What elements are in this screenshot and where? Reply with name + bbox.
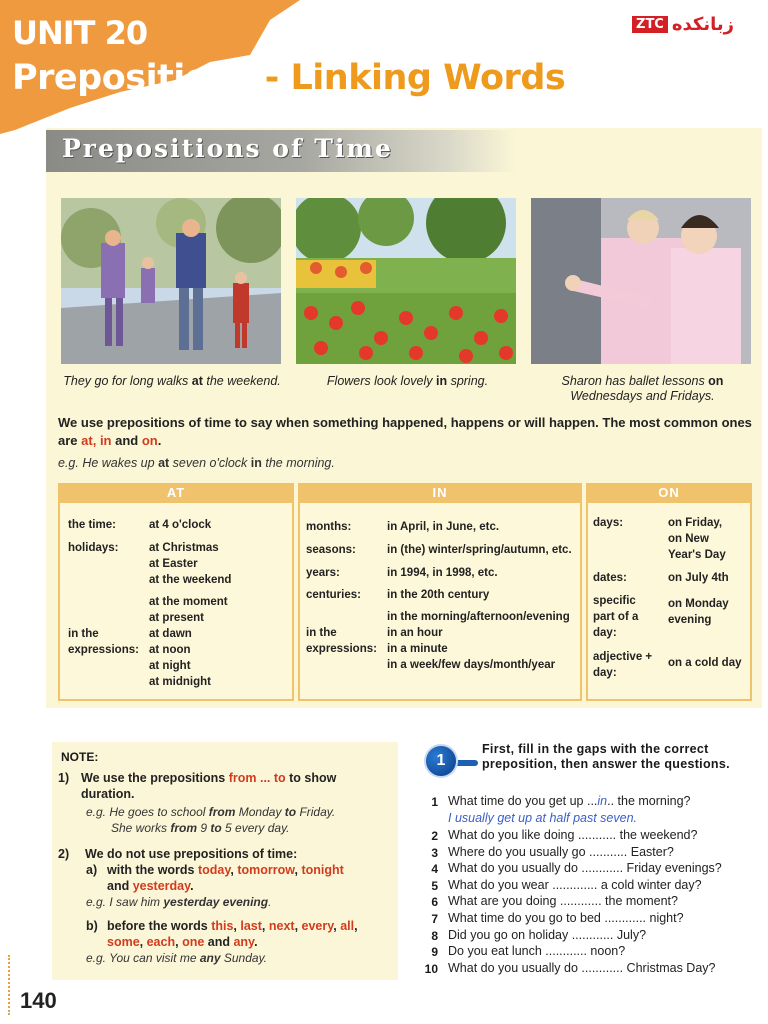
on-value: on a cold day bbox=[668, 657, 742, 669]
note-1-pre: We use the prepositions bbox=[81, 771, 229, 785]
in-label: centuries: bbox=[306, 589, 361, 601]
note-1-red: from ... to bbox=[228, 771, 286, 785]
n2a-pre: with the words bbox=[107, 863, 198, 877]
n1-ex1-post: Friday. bbox=[296, 805, 336, 819]
note-1-post: to show bbox=[285, 771, 337, 785]
table-header-in: IN bbox=[298, 483, 582, 503]
margin-dots bbox=[8, 955, 10, 1015]
intro-comma: , bbox=[92, 433, 100, 448]
n2b-some: some bbox=[107, 935, 140, 949]
note-2b-example bbox=[86, 950, 267, 967]
intro-example bbox=[58, 456, 335, 470]
n2b-all: all bbox=[340, 919, 355, 933]
note-2a-example bbox=[86, 894, 271, 911]
n2b-last: last bbox=[240, 919, 262, 933]
sample-answer: I usually get up at half past seven. bbox=[448, 811, 638, 825]
note-2a-text bbox=[107, 862, 392, 878]
photo-ballet bbox=[531, 198, 751, 364]
note-2a-letter: a) bbox=[86, 863, 98, 877]
n1-ex2-to: to bbox=[210, 821, 222, 835]
logo-latin: ZTC bbox=[632, 16, 668, 33]
at-value: at the moment bbox=[149, 596, 228, 608]
caption-walk-post: the weekend. bbox=[202, 374, 281, 388]
at-value: at 4 o'clock bbox=[149, 519, 212, 531]
in-label: expressions: bbox=[306, 643, 377, 655]
in-label: years: bbox=[306, 567, 340, 579]
n1-ex2-mid: 9 bbox=[197, 821, 211, 835]
at-value: at present bbox=[149, 612, 204, 624]
question-number: 4 bbox=[431, 862, 438, 876]
n2b-any: any bbox=[233, 935, 255, 949]
n2a-comma-1: , bbox=[230, 863, 238, 877]
n2a-ex-post: . bbox=[268, 895, 272, 909]
in-value: in a minute bbox=[387, 643, 448, 655]
question-text: Do you eat lunch ............ noon? bbox=[448, 944, 626, 958]
caption-walk-bold: at bbox=[191, 374, 203, 388]
n2a-ex-pre: e.g. I saw him bbox=[86, 895, 164, 909]
photo-tulips-image bbox=[296, 198, 516, 364]
on-label: adjective + bbox=[593, 651, 653, 663]
photo-family-walk bbox=[61, 198, 281, 364]
in-value: in April, in June, etc. bbox=[387, 521, 500, 533]
n2b-sep: , bbox=[139, 935, 147, 949]
n2b-pre: before the words bbox=[107, 919, 212, 933]
on-label: part of a bbox=[593, 611, 639, 623]
note-2-text: We do not use prepositions of time: bbox=[85, 847, 298, 861]
caption-walk bbox=[52, 374, 292, 389]
note-title: NOTE: bbox=[61, 750, 99, 764]
n2a-and: and bbox=[107, 879, 133, 893]
in-label: seasons: bbox=[306, 544, 356, 556]
n1-ex2-pre: She works bbox=[111, 821, 171, 835]
question-number: 3 bbox=[431, 846, 438, 860]
n2b-one: one bbox=[182, 935, 205, 949]
intro-main: We use prepositions of time to say when something happened, happens or will happen. The most common ones are bbox=[58, 415, 752, 448]
exercise-number-badge: 1 bbox=[424, 744, 458, 778]
example-post: the morning. bbox=[261, 456, 335, 470]
intro-on: on bbox=[141, 433, 158, 448]
n2b-end: . bbox=[254, 935, 258, 949]
n2b-each: each bbox=[146, 935, 176, 949]
page-number: 140 bbox=[20, 988, 57, 1013]
on-label: days: bbox=[593, 517, 624, 529]
in-label: in the bbox=[306, 627, 337, 639]
question-number: 10 bbox=[424, 962, 438, 976]
n2a-end: . bbox=[190, 879, 194, 893]
example-pre: e.g. He wakes up bbox=[58, 456, 159, 470]
n1-ex1-from: from bbox=[208, 805, 236, 819]
question-number: 8 bbox=[431, 929, 438, 943]
note-1-example-2 bbox=[111, 820, 290, 837]
at-label: in the bbox=[68, 628, 99, 640]
question-text: What are you doing ............ the moment? bbox=[448, 894, 678, 908]
at-value: at dawn bbox=[149, 628, 192, 640]
photo-family-walk-image bbox=[61, 198, 281, 364]
section-title: Prepositions of Time bbox=[62, 134, 393, 163]
at-label: the time: bbox=[68, 519, 116, 531]
question-text bbox=[448, 794, 691, 808]
table-body-at bbox=[58, 503, 294, 701]
note-1-number: 1) bbox=[58, 771, 70, 785]
n1-ex1-to: to bbox=[284, 805, 297, 819]
on-value: on July 4th bbox=[668, 572, 729, 584]
at-value: at midnight bbox=[149, 676, 211, 688]
note-2b-text bbox=[107, 918, 392, 950]
n2b-ex-pre: e.g. You can visit me bbox=[86, 951, 200, 965]
n2b-this: this bbox=[211, 919, 234, 933]
table-header-on: ON bbox=[586, 483, 752, 503]
at-label: expressions: bbox=[68, 644, 139, 656]
intro-end: . bbox=[157, 433, 162, 448]
n1-ex2-post: 5 every day. bbox=[221, 821, 290, 835]
example-bold-in: in bbox=[250, 456, 262, 470]
question-number: 2 bbox=[431, 829, 438, 843]
question-text: Did you go on holiday ............ July? bbox=[448, 928, 647, 942]
question-text: What time do you go to bed ............ night? bbox=[448, 911, 684, 925]
table-body-on bbox=[586, 503, 752, 701]
caption-tulips-post: spring. bbox=[447, 374, 489, 388]
in-value: in the 20th century bbox=[387, 589, 490, 601]
unit-label: UNIT 20 bbox=[12, 14, 148, 52]
n2b-ex-post: Sunday. bbox=[220, 951, 268, 965]
question-text: What do you wear ............. a cold winter day? bbox=[448, 878, 702, 892]
on-label: day: bbox=[593, 627, 617, 639]
note-1-text bbox=[81, 770, 391, 786]
caption-ballet-bold: on bbox=[708, 374, 724, 388]
table-body-in bbox=[298, 503, 582, 701]
note-2a-line2 bbox=[107, 878, 194, 894]
n1-ex1-pre: e.g. He goes to school bbox=[86, 805, 209, 819]
in-value: in a week/few days/month/year bbox=[387, 659, 556, 671]
note-1-line2: duration. bbox=[81, 787, 135, 801]
in-value: in the morning/afternoon/evening bbox=[387, 611, 570, 623]
q1-pre: What time do you get up ... bbox=[448, 794, 598, 808]
n2b-and: and bbox=[204, 935, 234, 949]
n1-ex1-mid: Monday bbox=[235, 805, 285, 819]
example-bold-at: at bbox=[158, 456, 170, 470]
unit-title-rest: - Linking Words bbox=[253, 58, 566, 98]
n2b-next: next bbox=[268, 919, 295, 933]
n2a-tonight: tonight bbox=[301, 863, 344, 877]
on-value: on Friday, bbox=[668, 517, 723, 529]
at-value: at night bbox=[149, 660, 191, 672]
question-text: What do you usually do ............ Friday evenings? bbox=[448, 861, 722, 875]
note-2-number: 2) bbox=[58, 847, 70, 861]
n2a-yesterday: yesterday bbox=[132, 879, 191, 893]
intro-at: at bbox=[81, 433, 93, 448]
at-value: at Easter bbox=[149, 558, 198, 570]
example-mid: seven o'clock bbox=[169, 456, 251, 470]
prepositions-table bbox=[58, 483, 752, 701]
intro-in: in bbox=[99, 433, 112, 448]
question-number: 6 bbox=[431, 895, 438, 909]
n2b-sep: , bbox=[333, 919, 341, 933]
at-value: at Christmas bbox=[149, 542, 219, 554]
n2a-tomorrow: tomorrow bbox=[237, 863, 295, 877]
caption-ballet-pre: Sharon has ballet lessons bbox=[561, 374, 709, 388]
n2a-ex-bold: yesterday evening bbox=[163, 895, 269, 909]
section-header bbox=[46, 130, 516, 172]
photo-ballet-image bbox=[531, 198, 751, 364]
in-label: months: bbox=[306, 521, 352, 533]
question-number: 9 bbox=[431, 945, 438, 959]
in-value: in (the) winter/spring/autumn, etc. bbox=[387, 544, 572, 556]
intro-and: and bbox=[111, 433, 142, 448]
photo-tulips bbox=[296, 198, 516, 364]
n2b-sep: , bbox=[261, 919, 269, 933]
on-value: on Monday bbox=[668, 598, 729, 610]
caption-walk-pre: They go for long walks bbox=[63, 374, 192, 388]
n2b-every: every bbox=[301, 919, 334, 933]
note-2b-letter: b) bbox=[86, 919, 98, 933]
question-number: 5 bbox=[431, 879, 438, 893]
on-label: specific bbox=[593, 595, 636, 607]
at-label: holidays: bbox=[68, 542, 119, 554]
note-1-example-1 bbox=[86, 804, 335, 821]
at-value: at the weekend bbox=[149, 574, 232, 586]
in-value: in 1994, in 1998, etc. bbox=[387, 567, 498, 579]
on-label: dates: bbox=[593, 572, 627, 584]
caption-tulips-pre: Flowers look lovely bbox=[326, 374, 436, 388]
on-value: Year's Day bbox=[668, 549, 726, 561]
publisher-logo bbox=[632, 14, 734, 35]
on-value: on New bbox=[668, 533, 709, 545]
at-value: at noon bbox=[149, 644, 191, 656]
caption-ballet bbox=[540, 374, 745, 404]
n2b-sep: , bbox=[175, 935, 183, 949]
n2b-sep: , bbox=[233, 919, 241, 933]
logo-persian: زبانکده bbox=[671, 14, 734, 35]
question-text: What do you like doing ........... the weekend? bbox=[448, 828, 698, 842]
table-col-on bbox=[586, 483, 752, 701]
q1-answer: in bbox=[597, 794, 608, 808]
n2a-today: today bbox=[197, 863, 231, 877]
n2b-sep: , bbox=[294, 919, 302, 933]
unit-title bbox=[12, 58, 565, 98]
on-label: day: bbox=[593, 667, 617, 679]
table-header-at: AT bbox=[58, 483, 294, 503]
n2b-ex-bold: any bbox=[199, 951, 221, 965]
question-number: 1 bbox=[431, 795, 438, 809]
n2a-comma-2: , bbox=[294, 863, 302, 877]
table-col-in bbox=[298, 483, 582, 701]
q1-post: .. the morning? bbox=[607, 794, 691, 808]
table-col-at bbox=[58, 483, 294, 701]
caption-tulips-bold: in bbox=[435, 374, 448, 388]
n2b-sep: , bbox=[354, 919, 358, 933]
exercise-instruction: First, fill in the gaps with the correct preposition, then answer the questions. bbox=[482, 742, 730, 771]
caption-tulips bbox=[300, 374, 515, 389]
question-number: 7 bbox=[431, 912, 438, 926]
unit-title-first: Prepositions bbox=[12, 58, 254, 98]
in-value: in an hour bbox=[387, 627, 443, 639]
caption-ballet-post: Wednesdays and Fridays. bbox=[570, 389, 715, 403]
question-text: What do you usually do ............ Christmas Day? bbox=[448, 961, 716, 975]
n1-ex2-from: from bbox=[170, 821, 198, 835]
intro-text bbox=[58, 414, 758, 450]
on-value: evening bbox=[668, 614, 712, 626]
question-text: Where do you usually go ........... Easter? bbox=[448, 845, 674, 859]
